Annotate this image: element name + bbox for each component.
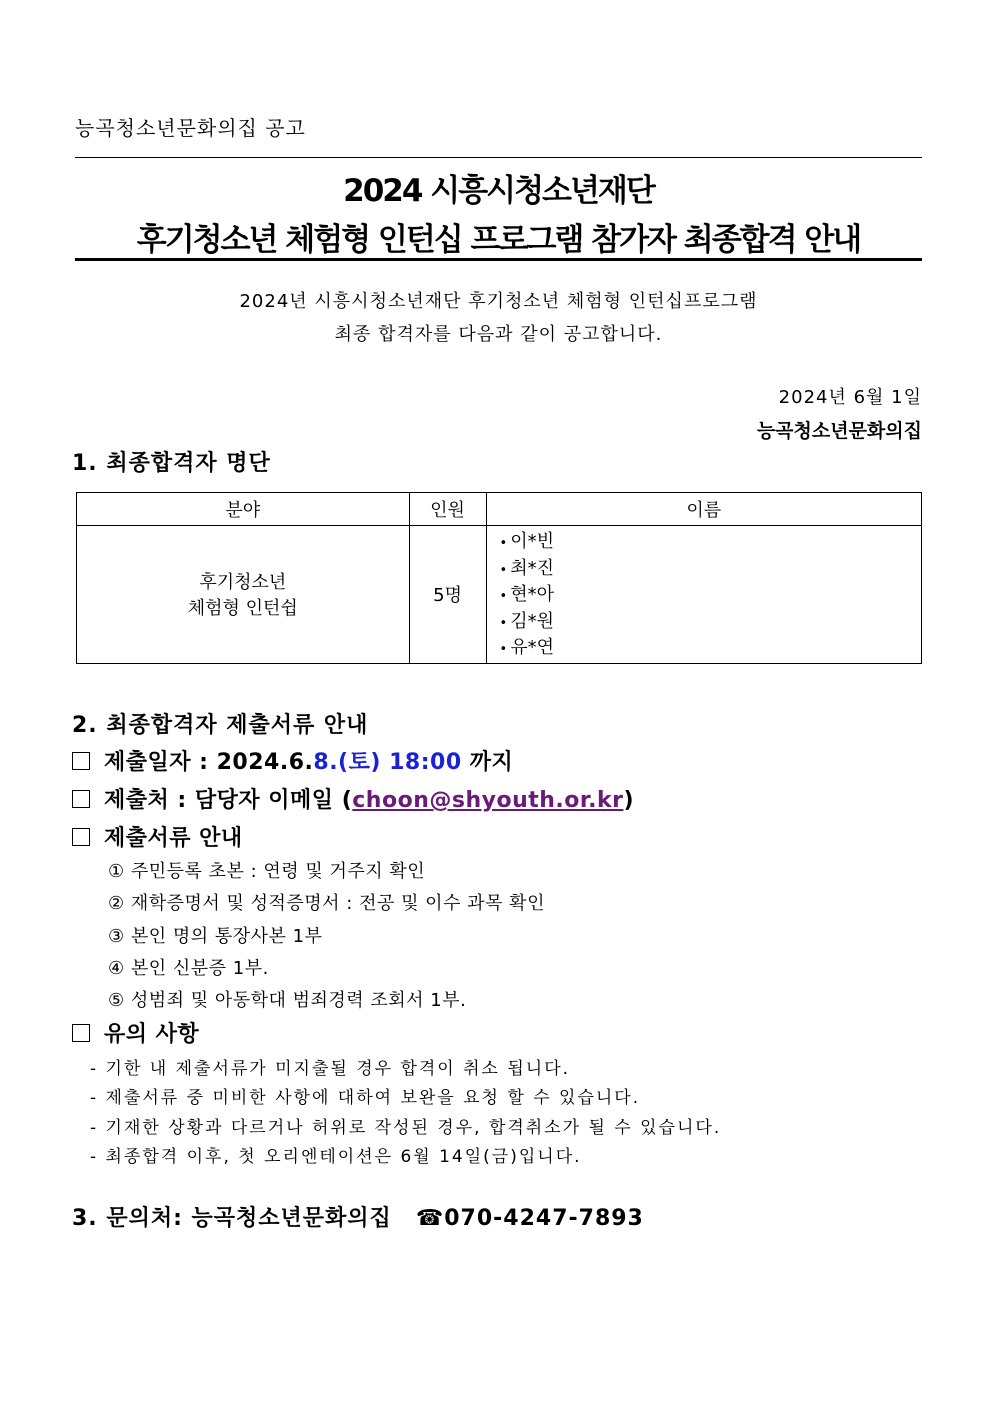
checkbox-square-icon [72,828,90,846]
email-link[interactable]: choon@shyouth.or.kr [352,788,624,813]
deadline-suffix: 까지 [469,750,514,775]
top-divider [75,157,922,158]
list-item [500,609,920,636]
notice-date: 2024년 6월 1일 [778,387,922,408]
count-cell: 5명 [409,526,486,664]
intro-line-1: 2024년 시흥시청소년재단 후기청소년 체험형 인턴십프로그램 [239,291,758,312]
finalist-name: 김*원 [510,610,554,632]
note-item: - 최종합격 이후, 첫 오리엔테이션은 6월 14일(금)입니다. [90,1147,582,1167]
document-item: ② 재학증명서 및 성적증명서 : 전공 및 이수 과목 확인 [108,893,545,914]
header-field: 분야 [77,493,410,526]
notes-heading-line [72,1017,199,1048]
bullet-icon: • [499,536,508,551]
documents-heading: 제출서류 안내 [104,826,243,851]
contact-phone[interactable]: ☎070-4247-7893 [415,1206,644,1231]
deadline-date: 8.(토) [313,750,381,775]
deadline-label: 제출일자 : 2024.6. [104,750,314,775]
document-item: ⑤ 성범죄 및 아동학대 범죄경력 조회서 1부. [108,990,467,1011]
finalist-name: 유*연 [510,637,554,658]
deadline-time: 18:00 [389,750,462,775]
section-2-heading: 2. 최종합격자 제출서류 안내 [72,713,369,738]
deadline-line [72,745,513,776]
title-line-1: 2024 시흥시청소년재단 [343,173,654,209]
header-count: 인원 [409,493,486,526]
issuer-name: 능곡청소년문화의집 [756,420,922,442]
list-item [500,529,920,556]
checkbox-square-icon [72,1024,90,1042]
bullet-icon: • [499,642,508,657]
section-1-heading: 1. 최종합격자 명단 [72,451,271,476]
contact-label: 3. 문의처: 능곡청소년문화의집 [72,1206,392,1231]
names-list [488,527,920,662]
checkbox-square-icon [72,752,90,770]
checkbox-square-icon [72,790,90,808]
finalists-table [76,492,922,664]
header-names: 이름 [486,493,921,526]
table-header-row [77,493,922,526]
finalist-name: 이*빈 [510,531,554,552]
list-item [500,556,920,583]
field-line-2: 체험형 인턴쉽 [187,598,298,620]
bullet-icon: • [499,615,508,631]
list-item [500,582,920,609]
intro-line-2: 최종 합격자를 다음과 같이 공고합니다. [334,324,663,345]
field-line-1: 후기청소년 [199,572,287,594]
names-cell [486,526,921,664]
submit-to-label: 제출처 : 담당자 이메일 ( [104,788,353,813]
field-cell [77,526,410,664]
list-item [500,635,920,662]
finalist-name: 현*아 [510,584,554,605]
contact-line [72,1201,644,1232]
bullet-icon: • [499,562,508,578]
title-divider [75,258,922,261]
submit-to-suffix: ) [623,788,634,813]
document-item: ① 주민등록 초본 : 연령 및 거주지 확인 [108,861,426,882]
title-line-2: 후기청소년 체험형 인턴십 프로그램 참가자 최종합격 안내 [136,222,861,258]
note-item: - 제출서류 중 미비한 사항에 대하여 보완을 요청 할 수 있습니다. [90,1088,641,1108]
note-item: - 기한 내 제출서류가 미지출될 경우 합격이 취소 됩니다. [90,1059,571,1079]
table-row [77,526,922,664]
document-item: ③ 본인 명의 통장사본 1부 [108,926,323,947]
documents-heading-line [72,821,243,852]
finalist-name: 최*진 [510,557,554,579]
notes-heading: 유의 사항 [104,1022,200,1047]
document-item: ④ 본인 신분증 1부. [108,958,269,979]
notice-org-line: 능곡청소년문화의집 공고 [75,116,306,140]
note-item: - 기재한 상황과 다르거나 허위로 작성된 경우, 합격취소가 될 수 있습니다. [90,1118,722,1138]
submit-to-line [72,783,634,814]
bullet-icon: • [499,589,508,604]
